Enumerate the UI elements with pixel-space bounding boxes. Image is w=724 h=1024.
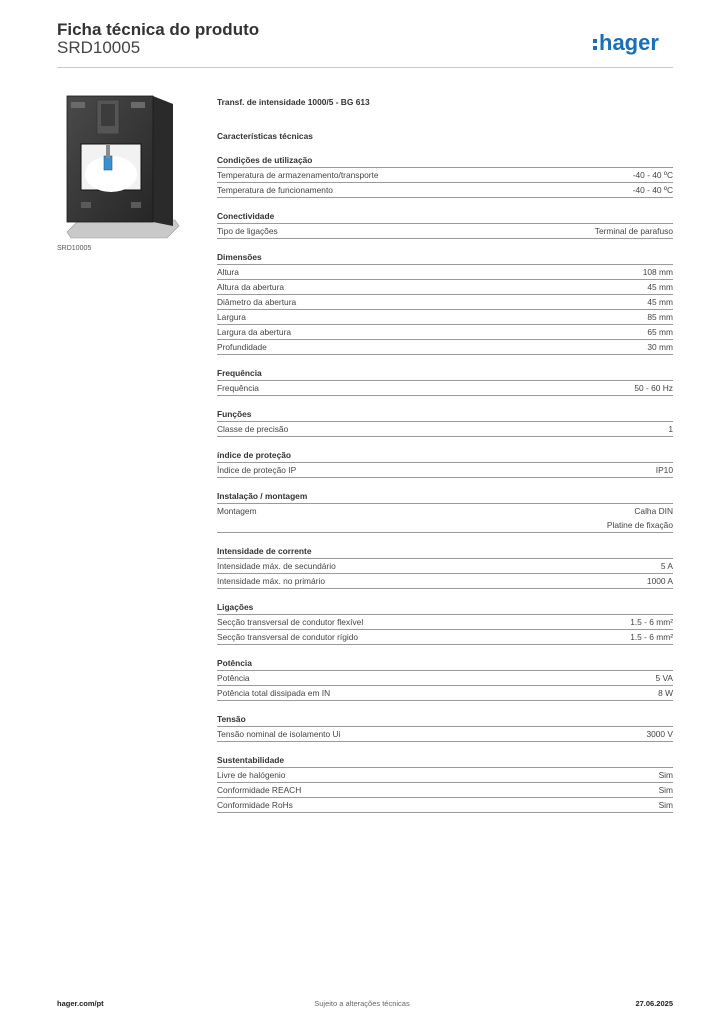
spec-value: 50 - 60 Hz [634, 383, 673, 393]
spec-value: 108 mm [642, 267, 673, 277]
spec-groups [217, 155, 673, 813]
spec-value: Sim [658, 800, 673, 810]
spec-value: Sim [658, 785, 673, 795]
spec-value: -40 - 40 ºC [632, 185, 673, 195]
spec-group [217, 211, 673, 239]
spec-row [217, 224, 673, 239]
page-title: Ficha técnica do produto [57, 20, 260, 39]
spec-label: Potência [217, 673, 250, 683]
group-title: Ligações [217, 602, 673, 615]
spec-group [217, 602, 673, 645]
spec-value: Calha DIN Platine de fixação [606, 506, 673, 530]
spec-label: Profundidade [217, 342, 267, 352]
spec-row [217, 615, 673, 630]
spec-label: Frequência [217, 383, 259, 393]
spec-label: Livre de halógenio [217, 770, 286, 780]
spec-value: 45 mm [647, 282, 673, 292]
spec-row [217, 325, 673, 340]
spec-value: 5 VA [655, 673, 673, 683]
spec-row [217, 798, 673, 813]
spec-label: Conformidade REACH [217, 785, 302, 795]
spec-label: Secção transversal de condutor flexível [217, 617, 364, 627]
spec-row [217, 280, 673, 295]
spec-value: 1.5 - 6 mm² [630, 632, 673, 642]
spec-row [217, 768, 673, 783]
spec-row [217, 340, 673, 355]
group-title: Potência [217, 658, 673, 671]
spec-group [217, 546, 673, 589]
spec-label: Diâmetro da abertura [217, 297, 297, 307]
spec-value: 65 mm [647, 327, 673, 337]
group-title: Condições de utilização [217, 155, 673, 168]
spec-row [217, 295, 673, 310]
spec-group [217, 658, 673, 701]
group-title: Sustentabilidade [217, 755, 673, 768]
spec-row [217, 686, 673, 701]
spec-group [217, 714, 673, 742]
spec-label: Conformidade RoHs [217, 800, 293, 810]
spec-value: 30 mm [647, 342, 673, 352]
spec-label: Potência total dissipada em IN [217, 688, 331, 698]
group-title: Intensidade de corrente [217, 546, 673, 559]
spec-value: 45 mm [647, 297, 673, 307]
spec-row [217, 310, 673, 325]
spec-label: Temperatura de armazenamento/transporte [217, 170, 379, 180]
spec-row [217, 671, 673, 686]
photo-caption: SRD10005 [57, 245, 92, 252]
spec-group [217, 491, 673, 533]
spec-value: Sim [658, 770, 673, 780]
group-title: Tensão [217, 714, 673, 727]
spec-value: 1000 A [646, 576, 673, 586]
spec-group [217, 755, 673, 813]
spec-value: -40 - 40 ºC [632, 170, 673, 180]
spec-row [217, 463, 673, 478]
group-title: Frequência [217, 368, 673, 381]
spec-label: Classe de precisão [217, 424, 289, 434]
spec-label: Altura da abertura [217, 282, 285, 292]
product-image [57, 92, 202, 240]
spec-row [217, 265, 673, 280]
spec-table [217, 96, 673, 826]
spec-row [217, 783, 673, 798]
spec-value: 1 [668, 424, 673, 434]
spec-row [217, 422, 673, 437]
spec-row [217, 168, 673, 183]
spec-label: Secção transversal de condutor rígido [217, 632, 359, 642]
spec-value: 3000 V [646, 729, 673, 739]
spec-group [217, 409, 673, 437]
spec-value: 8 W [658, 688, 673, 698]
spec-label: Intensidade máx. no primário [217, 576, 325, 586]
spec-label: Índice de proteção IP [217, 465, 297, 475]
spec-value: 1.5 - 6 mm² [630, 617, 673, 627]
hager-logo [593, 28, 675, 58]
spec-row [217, 559, 673, 574]
footer-disclaimer: Sujeito a alterações técnicas [314, 999, 410, 1008]
spec-label: Intensidade máx. de secundário [217, 561, 336, 571]
spec-value: Terminal de parafuso [594, 226, 673, 236]
spec-value: 85 mm [647, 312, 673, 322]
spec-group [217, 368, 673, 396]
spec-row [217, 574, 673, 589]
spec-row [217, 183, 673, 198]
group-title: Instalação / montagem [217, 491, 673, 504]
product-name: Transf. de intensidade 1000/5 - BG 613 [217, 97, 370, 107]
spec-value: IP10 [655, 465, 673, 475]
spec-row [217, 381, 673, 396]
header-divider [57, 67, 673, 68]
spec-value: 5 A [660, 561, 673, 571]
spec-label: Largura [217, 312, 246, 322]
spec-group [217, 450, 673, 478]
group-title: índice de proteção [217, 450, 673, 463]
product-code: SRD10005 [57, 38, 141, 57]
spec-label: Largura da abertura [217, 327, 292, 337]
spec-group [217, 252, 673, 355]
section-heading: Características técnicas [217, 131, 313, 141]
spec-group [217, 155, 673, 198]
footer-date: 27.06.2025 [635, 999, 673, 1008]
spec-row [217, 727, 673, 742]
group-title: Dimensões [217, 252, 673, 265]
spec-label: Tipo de ligações [217, 226, 278, 236]
spec-row [217, 630, 673, 645]
group-title: Funções [217, 409, 673, 422]
spec-label: Temperatura de funcionamento [217, 185, 333, 195]
group-title: Conectividade [217, 211, 673, 224]
spec-label: Altura [217, 267, 239, 277]
footer-website: hager.com/pt [57, 999, 104, 1008]
spec-label: Tensão nominal de isolamento Ui [217, 729, 341, 739]
spec-label: Montagem [217, 506, 257, 516]
spec-row [217, 504, 673, 533]
logo-text: hager [599, 30, 659, 55]
